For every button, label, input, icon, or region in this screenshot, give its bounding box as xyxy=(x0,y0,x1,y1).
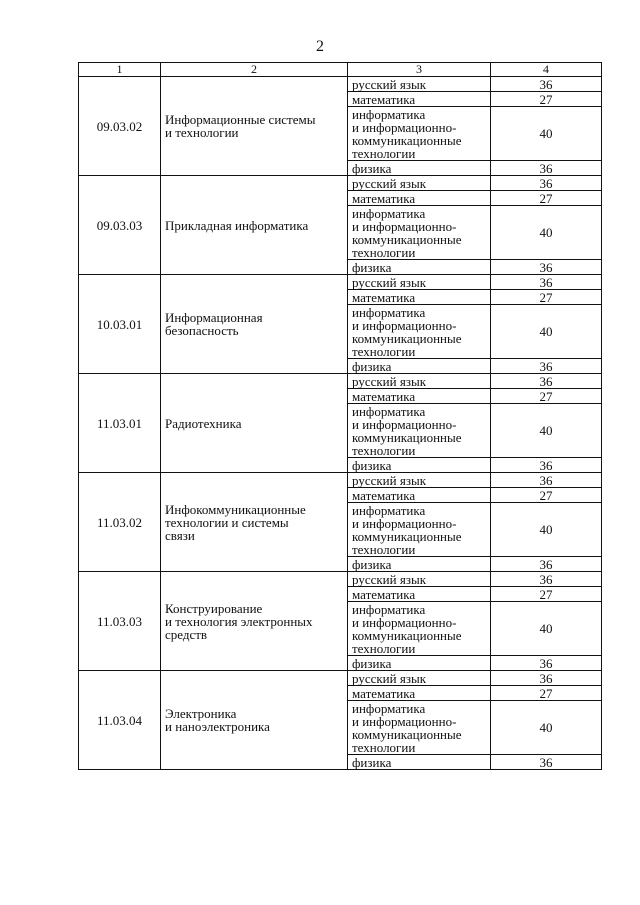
subject-russian xyxy=(348,176,491,191)
table-row xyxy=(79,671,602,686)
minimum-score: 36 xyxy=(491,755,602,770)
subject-line: и информационно- xyxy=(352,218,457,234)
subject-informatics xyxy=(348,404,491,458)
subject-math xyxy=(348,587,491,602)
specialty-name-line: безопасность xyxy=(165,323,239,338)
specialty-code: 09.03.03 xyxy=(79,176,161,275)
minimum-score: 27 xyxy=(491,686,602,701)
subject-physics xyxy=(348,755,491,770)
minimum-score: 36 xyxy=(491,77,602,92)
subject-line: коммуникационные xyxy=(352,726,462,742)
subject-math xyxy=(348,92,491,107)
specialty-name-line: связи xyxy=(165,527,195,543)
subject-line: информатика xyxy=(352,304,426,320)
subject-physics xyxy=(348,656,491,671)
table-row xyxy=(79,275,602,290)
minimum-score: 27 xyxy=(491,92,602,107)
specialty-code: 09.03.02 xyxy=(79,77,161,176)
minimum-score: 27 xyxy=(491,290,602,305)
subject-math xyxy=(348,389,491,404)
minimum-score: 27 xyxy=(491,488,602,503)
subject-line: технологии xyxy=(352,442,416,458)
subject-physics xyxy=(348,458,491,473)
specialty-name xyxy=(161,77,348,176)
subject-russian xyxy=(348,275,491,290)
subject-line: математика xyxy=(352,289,416,305)
specialty-name-line: технологии и системы xyxy=(165,514,289,530)
subject-informatics xyxy=(348,503,491,557)
subject-math xyxy=(348,191,491,206)
header-row xyxy=(79,63,602,77)
subject-line: русский язык xyxy=(352,571,427,587)
minimum-score: 40 xyxy=(491,503,602,557)
minimum-score: 40 xyxy=(491,701,602,755)
subject-line: технологии xyxy=(352,739,416,755)
specialty-code: 11.03.04 xyxy=(79,671,161,770)
subject-line: физика xyxy=(352,358,392,374)
subject-line: коммуникационные xyxy=(352,528,462,544)
admission-table xyxy=(78,62,602,770)
specialty-name-line: и технологии xyxy=(165,125,239,140)
subject-line: физика xyxy=(352,655,392,671)
subject-line: коммуникационные xyxy=(352,231,462,247)
subject-line: коммуникационные xyxy=(352,627,462,643)
subject-line: технологии xyxy=(352,541,416,557)
subject-line: математика xyxy=(352,586,416,602)
minimum-score: 27 xyxy=(491,191,602,206)
specialty-name-line: средств xyxy=(165,626,208,642)
subject-informatics xyxy=(348,206,491,260)
subject-line: физика xyxy=(352,754,392,770)
table-body xyxy=(79,77,602,770)
subject-line: информатика xyxy=(352,502,426,518)
subject-line: математика xyxy=(352,487,416,503)
subject-line: технологии xyxy=(352,343,416,359)
subject-line: русский язык xyxy=(352,373,427,389)
subject-line: и информационно- xyxy=(352,515,457,531)
subject-line: и информационно- xyxy=(352,713,457,729)
minimum-score: 40 xyxy=(491,305,602,359)
minimum-score: 36 xyxy=(491,671,602,686)
header-col-1: 1 xyxy=(79,63,161,77)
table-row xyxy=(79,374,602,389)
minimum-score: 27 xyxy=(491,587,602,602)
specialty-name xyxy=(161,572,348,671)
subject-informatics xyxy=(348,107,491,161)
header-col-3: 3 xyxy=(348,63,491,77)
specialty-code: 11.03.02 xyxy=(79,473,161,572)
subject-math xyxy=(348,488,491,503)
minimum-score: 36 xyxy=(491,260,602,275)
minimum-score: 40 xyxy=(491,602,602,656)
subject-line: физика xyxy=(352,457,392,473)
specialty-name-line: и технология электронных xyxy=(165,613,313,629)
header-col-4: 4 xyxy=(491,63,602,77)
minimum-score: 36 xyxy=(491,176,602,191)
specialty-name-line: Прикладная информатика xyxy=(165,217,309,233)
subject-line: технологии xyxy=(352,640,416,656)
specialty-name-line: Радиотехника xyxy=(165,415,242,431)
subject-line: русский язык xyxy=(352,76,427,92)
subject-russian xyxy=(348,671,491,686)
table-row xyxy=(79,572,602,587)
subject-line: и информационно- xyxy=(352,416,457,432)
specialty-name-line: и наноэлектроника xyxy=(165,719,270,734)
subject-line: физика xyxy=(352,160,392,176)
subject-informatics xyxy=(348,602,491,656)
minimum-score: 36 xyxy=(491,161,602,176)
specialty-name xyxy=(161,275,348,374)
subject-russian xyxy=(348,374,491,389)
subject-line: математика xyxy=(352,388,416,404)
minimum-score: 36 xyxy=(491,557,602,572)
table-row xyxy=(79,473,602,488)
subject-line: коммуникационные xyxy=(352,330,462,346)
subject-line: математика xyxy=(352,91,416,107)
specialty-name-line: Инфокоммуникационные xyxy=(165,501,306,517)
subject-line: технологии xyxy=(352,145,416,161)
subject-line: информатика xyxy=(352,601,426,617)
subject-russian xyxy=(348,473,491,488)
subject-line: и информационно- xyxy=(352,317,457,333)
subject-line: коммуникационные xyxy=(352,132,462,148)
minimum-score: 36 xyxy=(491,359,602,374)
header-col-2: 2 xyxy=(161,63,348,77)
minimum-score: 36 xyxy=(491,275,602,290)
subject-math xyxy=(348,686,491,701)
subject-line: физика xyxy=(352,556,392,572)
table-row xyxy=(79,77,602,92)
subject-math xyxy=(348,290,491,305)
subject-line: русский язык xyxy=(352,175,427,191)
subject-line: коммуникационные xyxy=(352,429,462,445)
minimum-score: 36 xyxy=(491,572,602,587)
subject-line: и информационно- xyxy=(352,119,457,135)
subject-line: информатика xyxy=(352,106,426,122)
specialty-name-line: Информационные системы xyxy=(165,112,316,127)
subject-physics xyxy=(348,260,491,275)
subject-line: технологии xyxy=(352,244,416,260)
subject-physics xyxy=(348,557,491,572)
specialty-code: 10.03.01 xyxy=(79,275,161,374)
subject-informatics xyxy=(348,305,491,359)
subject-line: математика xyxy=(352,685,416,701)
subject-russian xyxy=(348,77,491,92)
specialty-code: 11.03.01 xyxy=(79,374,161,473)
subject-line: информатика xyxy=(352,700,426,716)
subject-line: математика xyxy=(352,190,416,206)
minimum-score: 36 xyxy=(491,473,602,488)
specialty-name xyxy=(161,473,348,572)
subject-line: русский язык xyxy=(352,472,427,488)
subject-physics xyxy=(348,359,491,374)
subject-line: русский язык xyxy=(352,670,427,686)
specialty-name xyxy=(161,671,348,770)
subject-line: информатика xyxy=(352,205,426,221)
minimum-score: 36 xyxy=(491,458,602,473)
minimum-score: 27 xyxy=(491,389,602,404)
specialty-code: 11.03.03 xyxy=(79,572,161,671)
minimum-score: 40 xyxy=(491,206,602,260)
subject-physics xyxy=(348,161,491,176)
specialty-name-line: Электроника xyxy=(165,706,237,721)
minimum-score: 36 xyxy=(491,374,602,389)
subject-line: русский язык xyxy=(352,274,427,290)
specialty-name-line: Информационная xyxy=(165,310,263,325)
specialty-name xyxy=(161,374,348,473)
specialty-name xyxy=(161,176,348,275)
specialty-name-line: Конструирование xyxy=(165,600,263,616)
subject-informatics xyxy=(348,701,491,755)
subject-line: информатика xyxy=(352,403,426,419)
table-row xyxy=(79,176,602,191)
subject-line: физика xyxy=(352,259,392,275)
subject-russian xyxy=(348,572,491,587)
subject-line: и информационно- xyxy=(352,614,457,630)
page-number: 2 xyxy=(316,38,324,55)
minimum-score: 36 xyxy=(491,656,602,671)
minimum-score: 40 xyxy=(491,404,602,458)
minimum-score: 40 xyxy=(491,107,602,161)
